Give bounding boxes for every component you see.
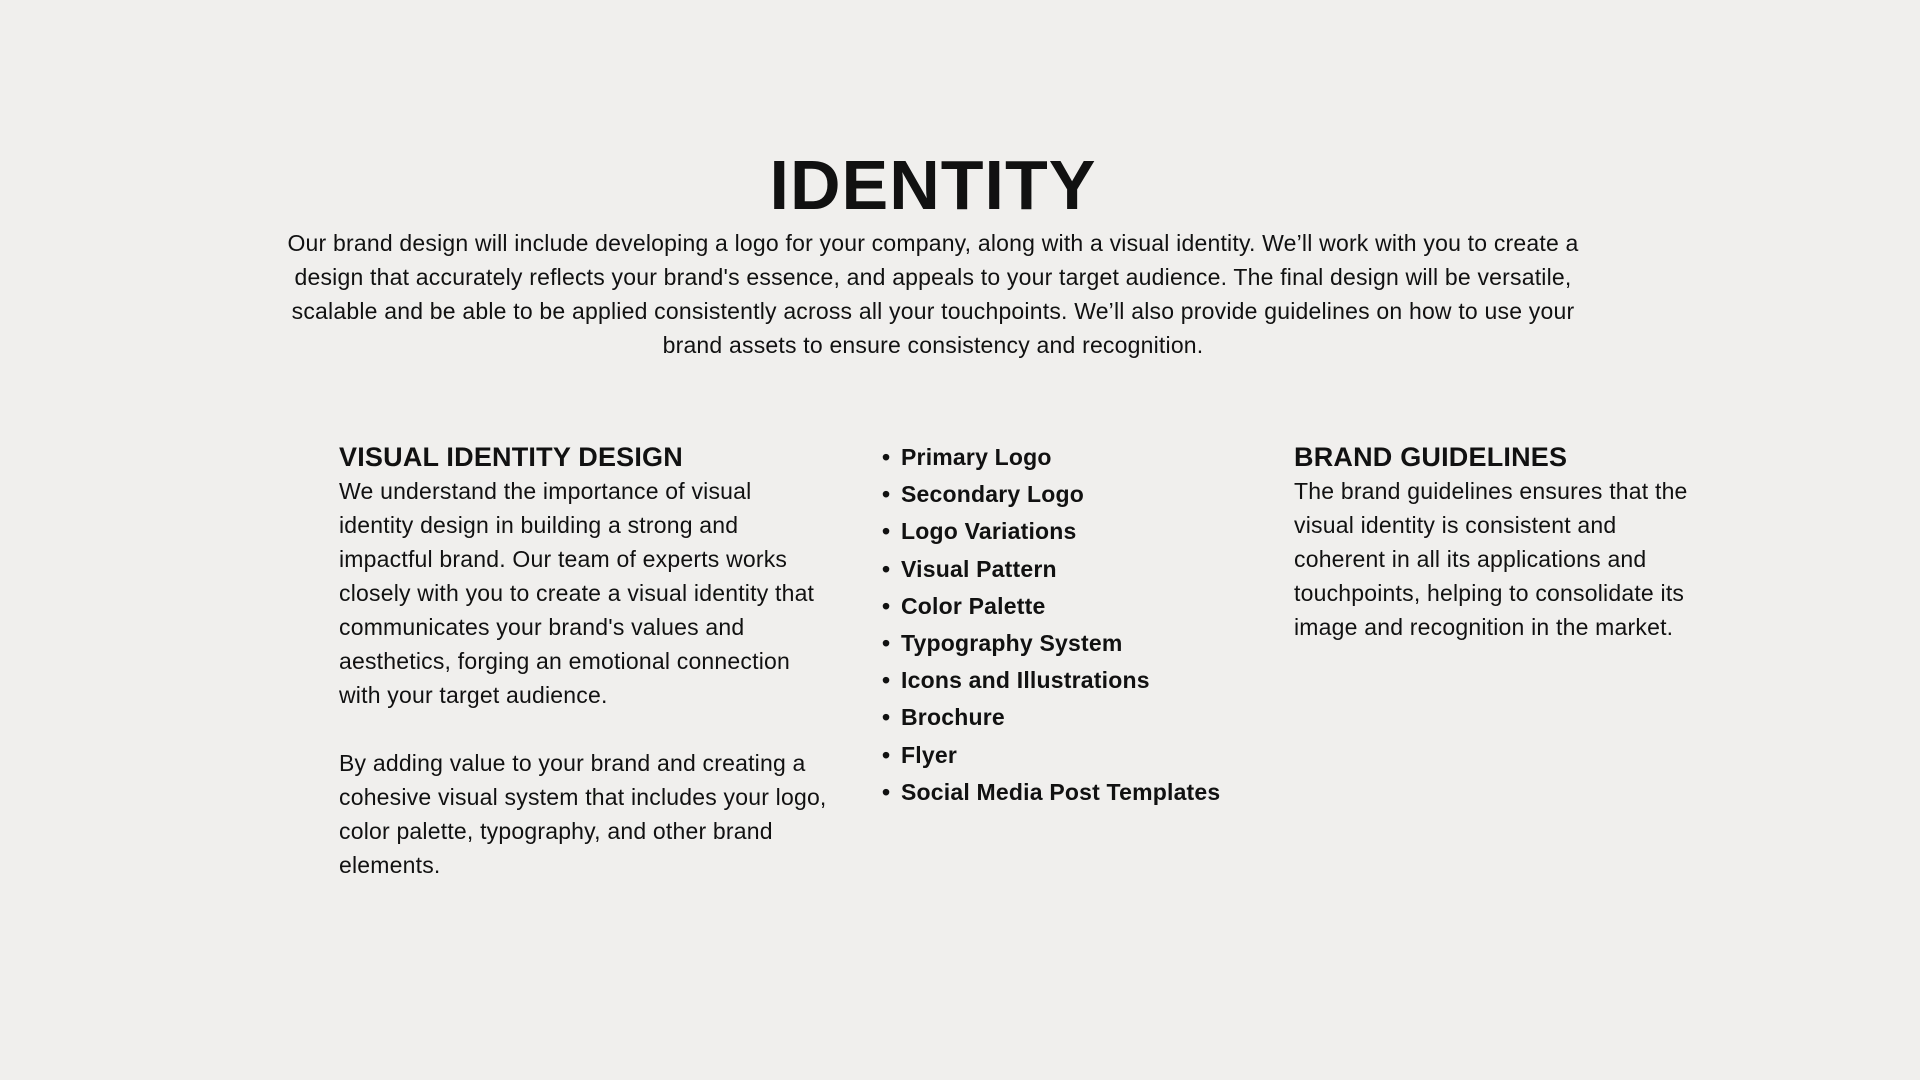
bullet-icon: • bbox=[882, 778, 891, 805]
list-item bbox=[882, 513, 1302, 550]
bullet-icon: • bbox=[882, 444, 891, 470]
visual-identity-heading: VISUAL IDENTITY DESIGN bbox=[339, 442, 683, 472]
brand-guidelines-section bbox=[1294, 440, 1694, 644]
visual-identity-paragraph-2: By adding value to your brand and creating a cohesive visual system that includes your logo, color palette, typography, and other brand elements. bbox=[339, 750, 827, 878]
list-item-label: Color Palette bbox=[901, 592, 1046, 619]
bullet-icon: • bbox=[882, 481, 891, 508]
bullet-icon: • bbox=[882, 592, 891, 619]
brand-guidelines-heading: BRAND GUIDELINES bbox=[1294, 442, 1568, 472]
deliverables-section bbox=[882, 439, 1302, 811]
page-title: IDENTITY bbox=[769, 146, 1097, 224]
visual-identity-paragraph-1: We understand the importance of visual identity design in building a strong and impactful brand. Our team of experts works closely with you to create a visual identity that communicates your brand's values and aesthetics, forging an emotional connection with your target audience. bbox=[339, 478, 815, 708]
list-item bbox=[882, 439, 1302, 476]
bullet-icon: • bbox=[882, 555, 891, 582]
list-item bbox=[882, 737, 1302, 774]
list-item-label: Secondary Logo bbox=[901, 481, 1084, 508]
list-item-label: Brochure bbox=[901, 704, 1005, 731]
bullet-icon: • bbox=[882, 741, 891, 768]
intro-paragraph: Our brand design will include developing a logo for your company, along with a visual identity. We’ll work with you to create a design that accurately reflects your brand's essence, and appeals to your target audience. The final design will be versatile, scalable and be able to be applied consistently across all your touchpoints. We’ll also provide guidelines on how to use your brand assets to ensure consistency and recognition. bbox=[287, 230, 1579, 358]
list-item-label: Logo Variations bbox=[901, 518, 1077, 545]
bullet-icon: • bbox=[882, 704, 891, 731]
list-item-label: Primary Logo bbox=[901, 444, 1052, 470]
brand-guidelines-paragraph: The brand guidelines ensures that the visual identity is consistent and coherent in all its applications and touchpoints, helping to consolidate its image and recognition in the market. bbox=[1294, 478, 1688, 640]
list-item-label: Icons and Illustrations bbox=[901, 667, 1150, 694]
list-item bbox=[882, 476, 1302, 513]
list-item bbox=[882, 662, 1302, 699]
list-item bbox=[882, 699, 1302, 736]
list-item-label: Typography System bbox=[901, 630, 1123, 657]
bullet-icon: • bbox=[882, 630, 891, 657]
list-item bbox=[882, 551, 1302, 588]
visual-identity-section bbox=[339, 440, 829, 882]
list-item-label: Visual Pattern bbox=[901, 555, 1057, 582]
deliverables-list bbox=[882, 439, 1302, 811]
bullet-icon: • bbox=[882, 667, 891, 694]
bullet-icon: • bbox=[882, 518, 891, 545]
list-item bbox=[882, 774, 1302, 811]
list-item-label: Social Media Post Templates bbox=[901, 778, 1221, 805]
list-item bbox=[882, 625, 1302, 662]
list-item bbox=[882, 588, 1302, 625]
list-item-label: Flyer bbox=[901, 741, 957, 768]
